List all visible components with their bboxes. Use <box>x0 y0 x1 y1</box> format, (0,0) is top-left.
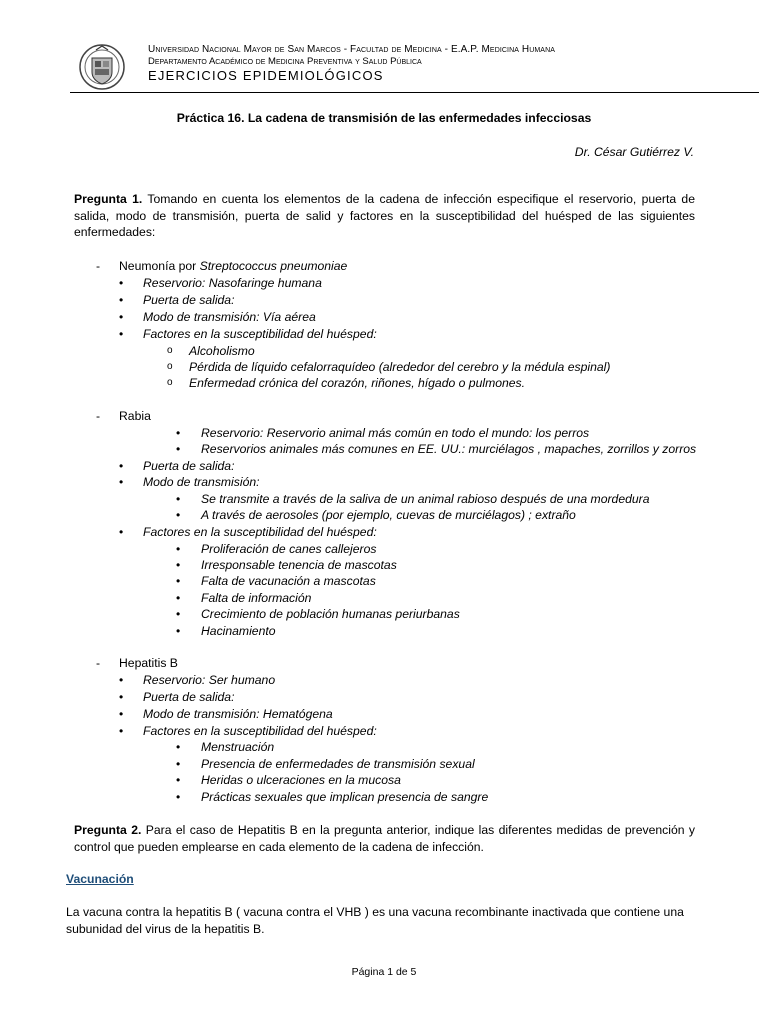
list-item: Puerta de salida: <box>143 690 235 704</box>
header-university: Universidad Nacional Mayor de San Marcos - Facultad de Medicina - E.A.P. Medicina Humana <box>148 44 555 55</box>
list-item: Puerta de salida: <box>143 459 235 473</box>
bullet-marker: • <box>176 426 181 440</box>
bullet-marker: • <box>119 475 124 489</box>
bullet-marker: • <box>176 773 181 787</box>
list-item: Factores en la susceptibilidad del huésped: <box>143 327 377 341</box>
list-subitem: Proliferación de canes callejeros <box>201 542 377 556</box>
list-subitem: Reservorios animales más comunes en EE. UU.: murciélagos , mapaches, zorrillos y zorros <box>201 442 697 456</box>
list-subitem: Menstruación <box>201 740 275 754</box>
list-item: Reservorio: Nasofaringe humana <box>143 276 322 290</box>
dash-marker: - <box>96 656 101 670</box>
bullet-marker: • <box>176 492 181 506</box>
disease-rabia: Rabia <box>119 409 151 423</box>
bullet-marker: • <box>119 327 124 341</box>
bullet-marker: • <box>176 790 181 804</box>
list-subitem: Heridas o ulceraciones en la mucosa <box>201 773 401 787</box>
list-subitem: Reservorio: Reservorio animal más común en todo el mundo: los perros <box>201 426 590 440</box>
list-subitem: Presencia de enfermedades de transmisión sexual <box>201 757 475 771</box>
disease-neumonia <box>119 258 347 274</box>
list-subitem: Hacinamiento <box>201 624 276 638</box>
disease-neumonia-organism: Streptococcus pneumoniae <box>199 259 348 273</box>
page-header <box>78 40 758 94</box>
bullet-marker: • <box>119 707 124 721</box>
bullet-marker: • <box>119 525 124 539</box>
circle-marker: o <box>167 361 173 372</box>
bullet-marker: • <box>176 558 181 572</box>
list-subitem: Falta de vacunación a mascotas <box>201 574 376 588</box>
list-subitem: Pérdida de líquido cefalorraquídeo (alrededor del cerebro y la médula espinal) <box>189 360 611 374</box>
bullet-marker: • <box>119 310 124 324</box>
bullet-marker: • <box>176 607 181 621</box>
university-seal-icon <box>78 42 126 92</box>
list-item: Reservorio: Ser humano <box>143 673 276 687</box>
list-item: Factores en la susceptibilidad del huésped: <box>143 724 377 738</box>
list-subitem: Prácticas sexuales que implican presencia de sangre <box>201 790 489 804</box>
circle-marker: o <box>167 345 173 356</box>
header-divider <box>70 92 759 93</box>
list-subitem: Falta de información <box>201 591 312 605</box>
question-1-label: Pregunta 1. <box>74 192 143 206</box>
bullet-marker: • <box>176 624 181 638</box>
list-subitem: Se transmite a través de la saliva de un animal rabioso después de una mordedura <box>201 492 650 506</box>
list-item: Puerta de salida: <box>143 293 235 307</box>
bullet-marker: • <box>119 293 124 307</box>
bullet-marker: • <box>176 757 181 771</box>
list-subitem: A través de aerosoles (por ejemplo, cuevas de murciélagos) ; extraño <box>201 508 576 522</box>
question-2-text: Para el caso de Hepatitis B en la pregunta anterior, indique las diferentes medidas de prevención y control que pueden emplearse en cada elemento de la cadena de infección. <box>74 823 695 854</box>
list-item: Modo de transmisión: <box>143 475 260 489</box>
bullet-marker: • <box>176 442 181 456</box>
bullet-marker: • <box>119 724 124 738</box>
vacunacion-text: La vacuna contra la hepatitis B ( vacuna contra el VHB ) es una vacuna recombinante inactivada que contiene una subunidad del virus de la hepatitis B. <box>66 905 684 936</box>
bullet-marker: • <box>176 740 181 754</box>
practice-title: Práctica 16. La cadena de transmisión de las enfermedades infecciosas <box>176 111 592 125</box>
bullet-marker: • <box>176 508 181 522</box>
question-2 <box>74 822 695 855</box>
bullet-marker: • <box>119 673 124 687</box>
disease-hepatitis: Hepatitis B <box>119 656 178 670</box>
bullet-marker: • <box>119 459 124 473</box>
list-item: Factores en la susceptibilidad del huésped: <box>143 525 377 539</box>
page-footer: Página 1 de 5 <box>351 966 417 978</box>
list-subitem: Crecimiento de población humanas periurbanas <box>201 607 460 621</box>
question-1 <box>74 191 695 241</box>
list-subitem: Alcoholismo <box>189 344 255 358</box>
author: Dr. César Gutiérrez V. <box>574 145 694 159</box>
bullet-marker: • <box>119 690 124 704</box>
bullet-marker: • <box>119 276 124 290</box>
header-section-title: EJERCICIOS EPIDEMIOLÓGICOS <box>148 68 384 83</box>
list-item: Modo de transmisión: Vía aérea <box>143 310 316 324</box>
disease-neumonia-prefix: Neumonía por <box>119 259 200 273</box>
list-subitem: Enfermedad crónica del corazón, riñones, hígado o pulmones. <box>189 376 526 390</box>
vacunacion-heading: Vacunación <box>66 872 134 886</box>
question-1-text: Tomando en cuenta los elementos de la cadena de infección especifique el reservorio, puerta de salida, modo de transmisión, puerta de salid y factores en la susceptibilidad del huésped de las siguientes enfermedades: <box>74 192 695 240</box>
dash-marker: - <box>96 259 101 273</box>
bullet-marker: • <box>176 591 181 605</box>
bullet-marker: • <box>176 574 181 588</box>
circle-marker: o <box>167 377 173 388</box>
list-item: Modo de transmisión: Hematógena <box>143 707 333 721</box>
list-subitem: Irresponsable tenencia de mascotas <box>201 558 397 572</box>
header-department: Departamento Académico de Medicina Preventiva y Salud Pública <box>148 56 422 67</box>
bullet-marker: • <box>176 542 181 556</box>
dash-marker: - <box>96 409 101 423</box>
question-2-label: Pregunta 2. <box>74 823 142 837</box>
